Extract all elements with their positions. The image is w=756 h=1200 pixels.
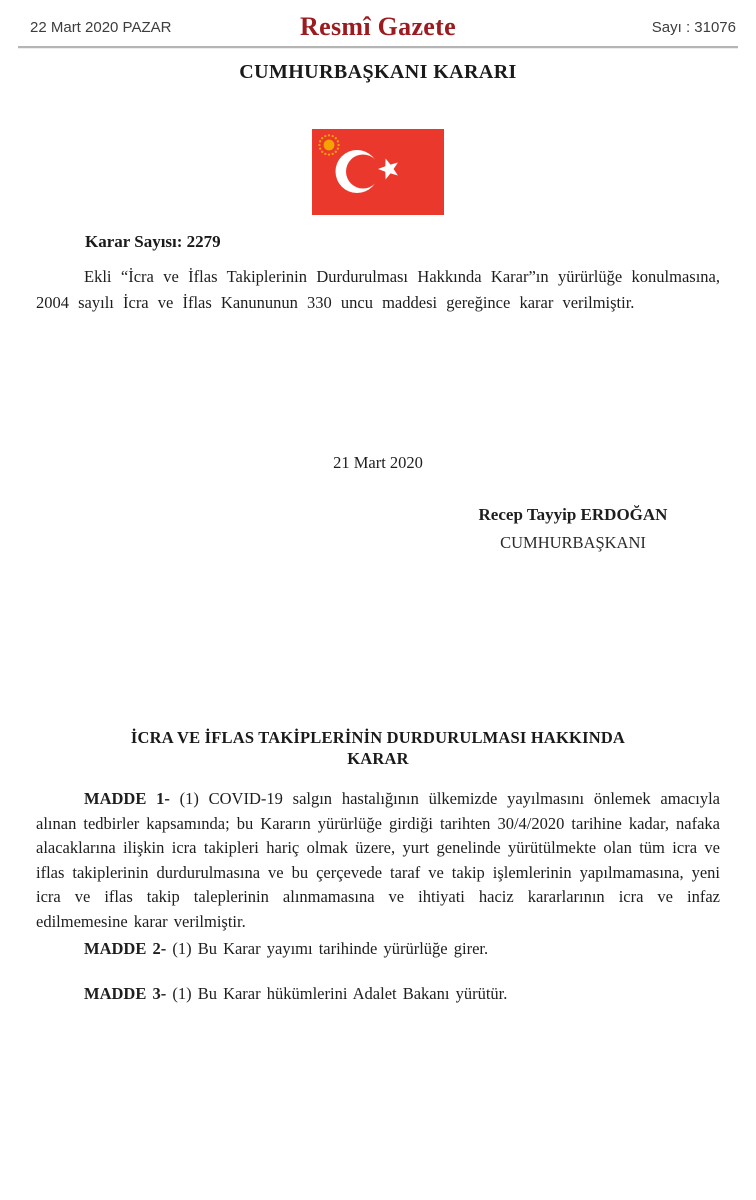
signature-name: Recep Tayyip ERDOĞAN [478,505,668,524]
article-2-label: MADDE 2- [84,939,167,958]
annex-title [36,727,720,769]
article-3-label: MADDE 3- [84,984,167,1003]
signature-block [410,504,736,554]
decree-kind-heading: CUMHURBAŞKANI KARARI [239,61,517,83]
annex-title-line1: İCRA VE İFLAS TAKİPLERİNİN DURDURULMASI HAKKINDA [130,728,626,747]
flag-graphic [312,129,444,215]
article-3-text: (1) Bu Karar hükümlerini Adalet Bakanı yürütür. [166,984,508,1003]
article-madde-1 [36,787,720,934]
sun-ray-dot [321,151,323,153]
sun-ray-dot [335,137,337,139]
sun-ray-dot [321,137,323,139]
decree-intro-paragraph: Ekli “İcra ve İflas Takiplerinin Durdurulması Hakkında Karar”ın yürürlüğe konulmasına, 2004 sayılı İcra ve İflas Kanununun 330 uncu maddesi gereğince karar verilmiştir. [36,267,720,312]
sun-ray-dot [318,144,320,146]
sun-ray-dot [337,144,339,146]
sun-ray-dot [319,148,321,150]
annex-title-line2: KARAR [347,749,409,768]
sun-ray-dot [328,134,330,136]
turkish-presidential-flag [312,129,444,215]
gazette-date: 22 Mart 2020 PAZAR [30,19,172,36]
sun-ray-dot [324,153,326,155]
article-2-text: (1) Bu Karar yayımı tarihinde yürürlüğe girer. [166,939,489,958]
article-1-text: (1) COVID-19 salgın hastalığının ülkemizde yayılmasını önlemek amacıyla alınan tedbirler kapsamında; bu Kararın yürürlüğe girdiği tarihten 30/4/2020 tarihine kadar, nafaka alacaklarına ilişkin icra takipleri hariç olmak üzere, yurt genelinde yürütülmekte olan tüm icra ve iflas takiplerinin durdurulmasına ve bu çerçevede taraf ve takip işlemlerinin yapılmamasına, yeni icra ve iflas takip taleplerinin alınmamasına ve ihtiyati haciz kararlarının icra ve infaz edilmemesine karar verilmiştir. [36,789,720,931]
sun-ray-dot [337,140,339,142]
gazette-issue-number: Sayı : 31076 [651,19,736,36]
sun-core [324,140,335,151]
header-divider-rule [18,46,738,49]
sun-ray-dot [337,148,339,150]
crescent-inner-circle [346,155,380,189]
sun-ray-dot [324,135,326,137]
article-1-label: MADDE 1- [84,789,170,808]
article-madde-2 [36,937,720,962]
sun-ray-dot [328,153,330,155]
sun-ray-dot [332,153,334,155]
gazette-masthead-title: Resmî Gazete [300,12,456,41]
sun-ray-dot [332,135,334,137]
sun-ray-dot [335,151,337,153]
decision-number: Karar Sayısı: 2279 [85,232,221,251]
sun-ray-dot [319,140,321,142]
signature-title: CUMHURBAŞKANI [500,533,646,552]
article-madde-3 [36,982,720,1007]
decision-date: 21 Mart 2020 [333,453,423,472]
